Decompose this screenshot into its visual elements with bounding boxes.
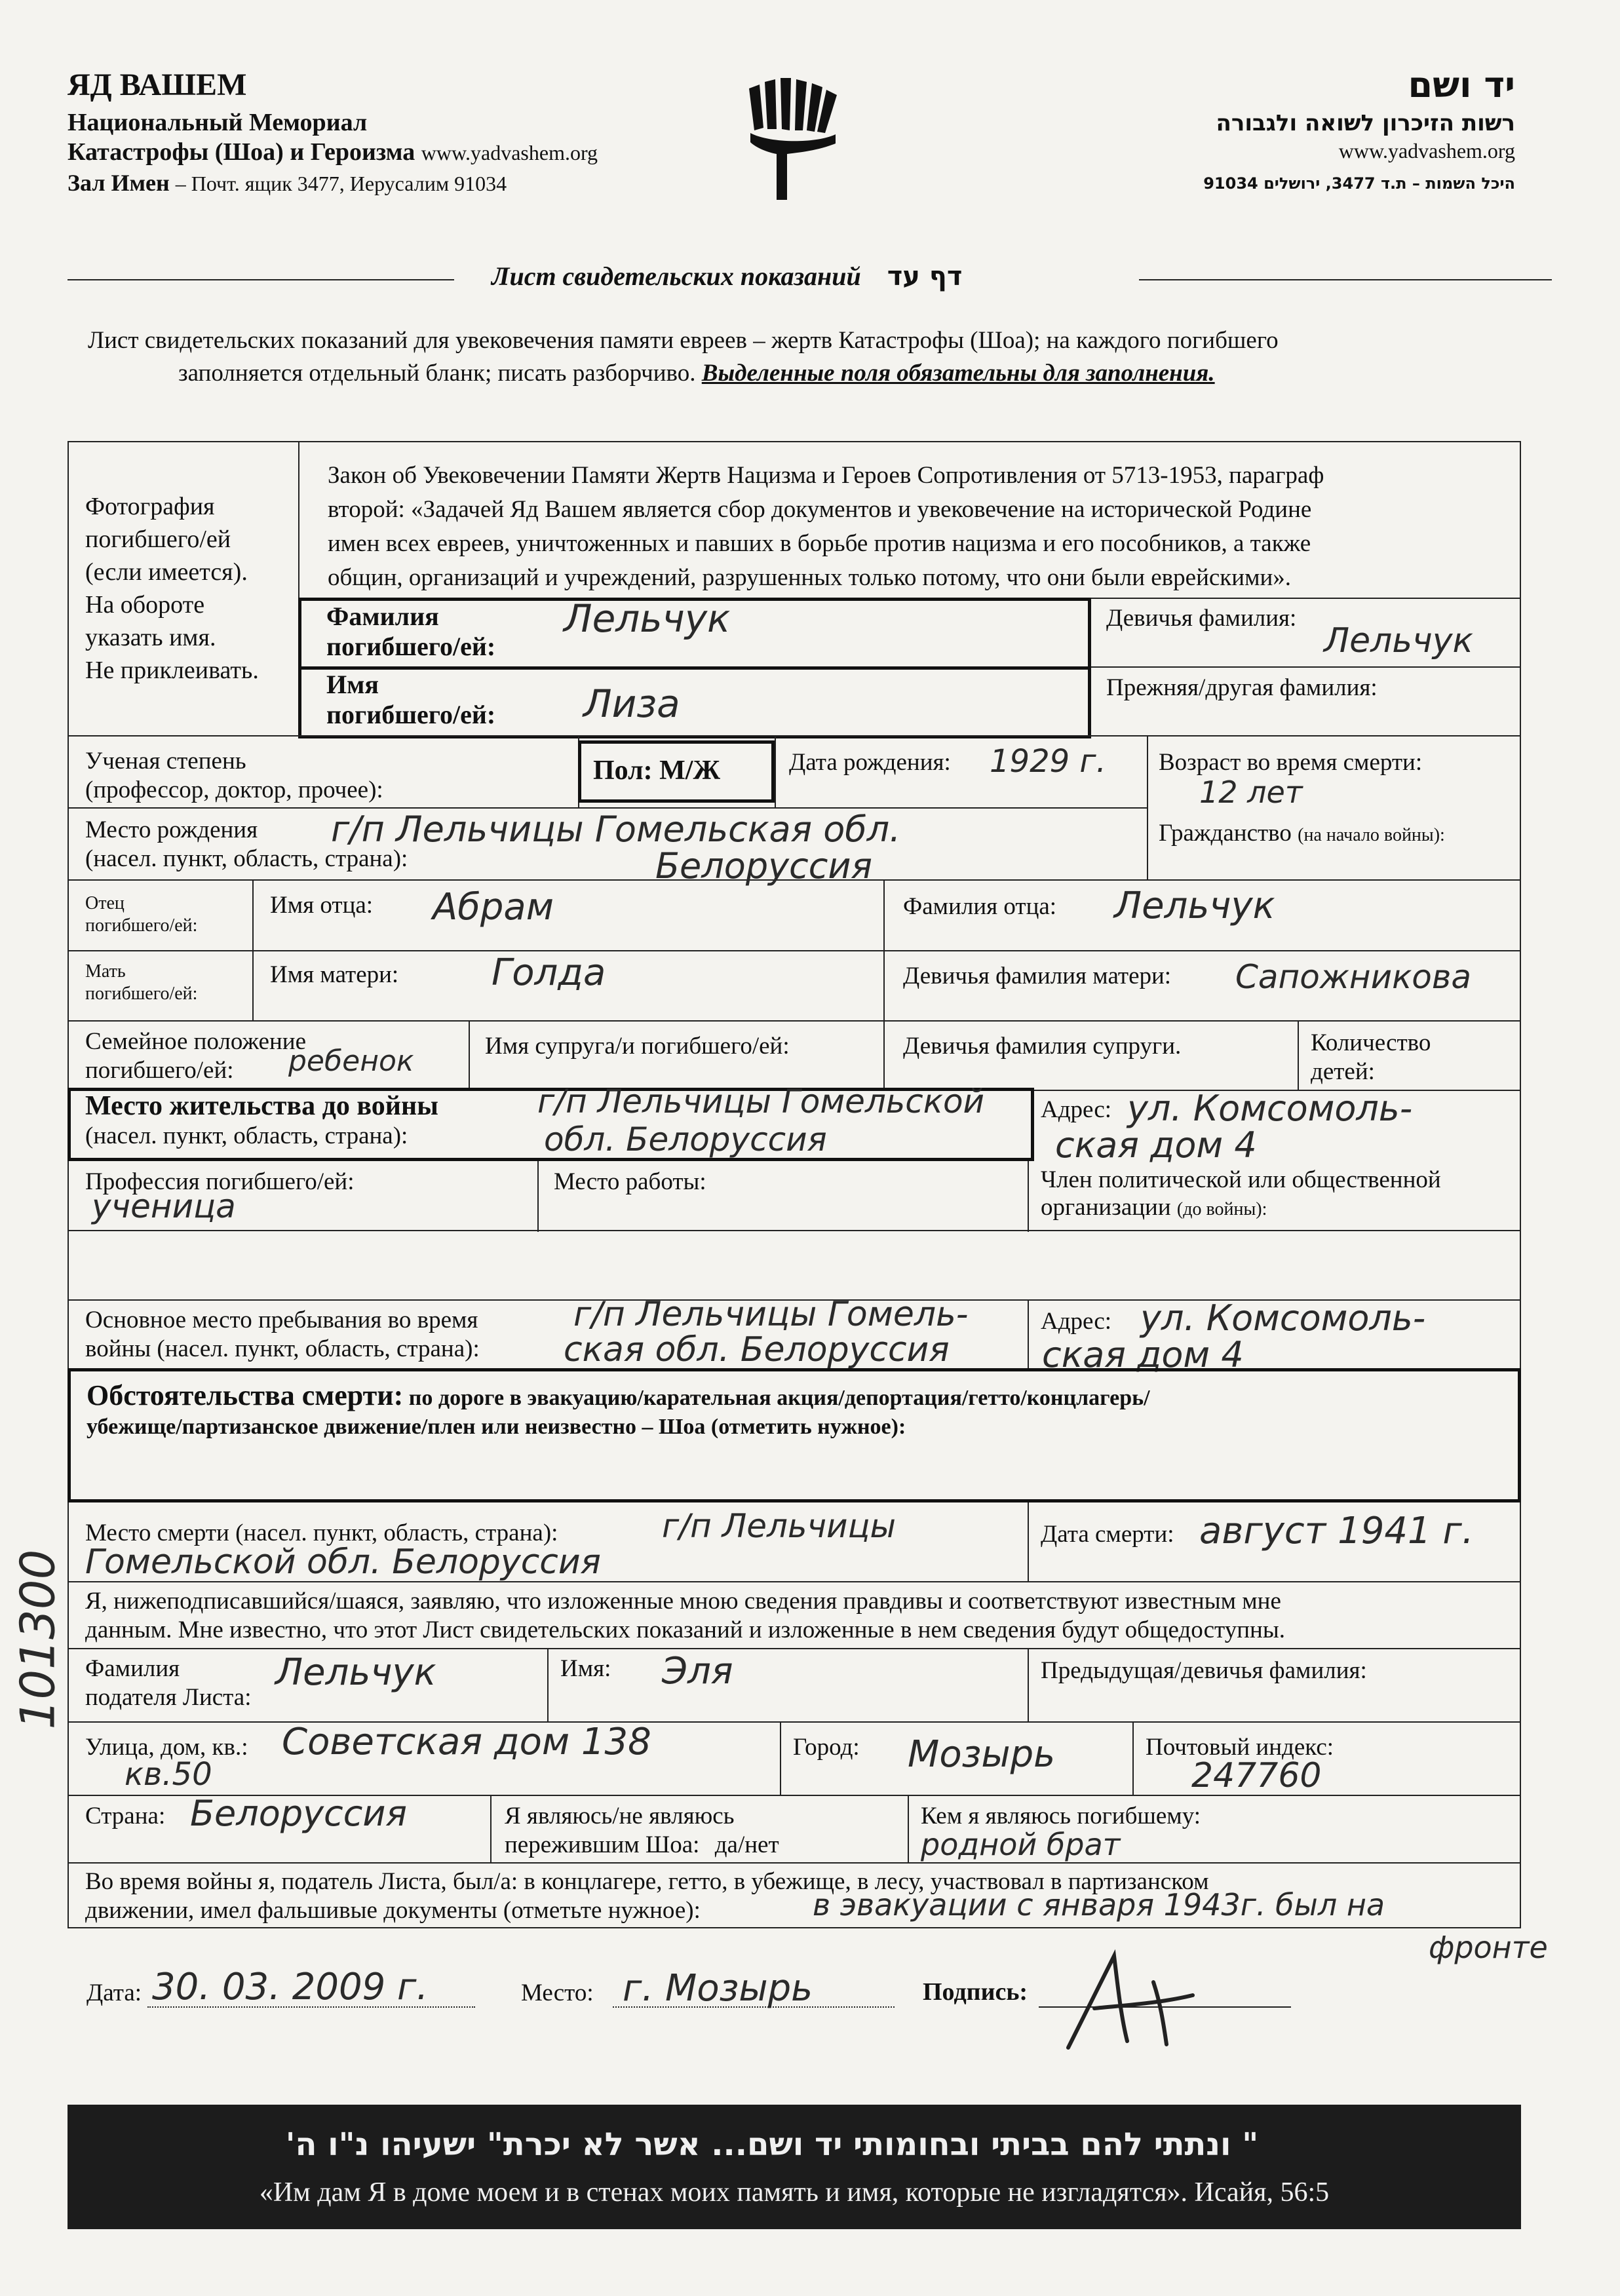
org-line3-bold: Зал Имен [68,170,170,196]
children-label [1311,1029,1431,1086]
death-circ-text1: по дороге в эвакуацию/карательная акция/депортация/гетто/концлагерь/ [408,1386,1150,1410]
death-date-value[interactable]: август 1941 г. [1199,1510,1474,1552]
death-place-value-1[interactable]: г/п Лельчицы [662,1507,897,1545]
intro-line2-bold: Выделенные поля обязательны для заполнения. [701,360,1215,387]
citizenship-note: (на начало войны): [1298,825,1445,845]
org-line2-text: Катастрофы (Шоа) и Героизма [68,138,415,166]
country-divider [490,1795,492,1864]
law-text [328,459,1324,595]
declaration-2: данным. Мне известно, что этот Лист свидетельских показаний и изложенные в нем сведения будут общедоступны. [85,1617,1285,1643]
street-value-2[interactable]: кв.50 [125,1756,212,1793]
law-line-3: общин, организаций и учреждений, разрушенных только потому, что они были еврейскими». [328,564,1292,591]
photo-line-3: На обороте [85,591,205,619]
birth-value[interactable]: 1929 г. [990,743,1106,780]
name-label-2: погибшего/ей: [326,700,496,729]
org-url-left: www.yadvashem.org [421,141,598,164]
death-place-value-2[interactable]: Гомельской обл. Белоруссия [85,1542,601,1582]
form-title-ru: Лист свидетельских показаний [492,261,861,291]
mother-name-value[interactable]: Голда [492,951,606,994]
degree-label-2: (профессор, доктор, прочее): [85,776,383,803]
war-place-value-1[interactable]: г/п Лельчицы Гомель- [573,1295,969,1334]
gender-label[interactable]: Пол: М/Ж [593,756,721,786]
sub-surname-label-1: Фамилия [85,1655,180,1682]
citizenship-label-text: Гражданство [1159,820,1292,847]
surname-label-2: погибшего/ей: [326,632,496,661]
birthplace-label-2: (насел. пункт, область, страна): [85,845,408,872]
father-name-label: Имя отца: [270,892,374,919]
age-divider [1147,735,1148,879]
place-value[interactable]: г. Мозырь [623,1967,813,2010]
law-line-1: второй: «Задачей Яд Вашем является сбор документов и увековечение на исторической Родине [328,496,1312,523]
maiden-value[interactable]: Лельчук [1324,621,1473,660]
birthplace-label-1: Место рождения [85,816,258,843]
member-label-2-wrap [1041,1194,1441,1223]
war-place-divider [1028,1299,1029,1368]
residence-label-2: (насел. пункт, область, страна): [85,1122,408,1149]
residence-value-2[interactable]: обл. Белоруссия [544,1120,827,1158]
row-mother-bottom [68,1020,1521,1022]
spouse-divider [883,1020,885,1091]
row-maiden-bottom [1091,666,1521,668]
workplace-label: Место работы: [554,1168,706,1195]
war-address-label: Адрес: [1041,1308,1112,1335]
street-value-1[interactable]: Советская дом 138 [282,1721,651,1763]
war-place-label-1: Основное место пребывания во время [85,1307,478,1333]
residence-value-1[interactable]: г/п Лельчицы Гомельской [537,1082,985,1120]
residence-label-1: Место жительства до войны [85,1091,438,1121]
wartime-label-2: движении, имел фальшивые документы (отметьте нужное): [85,1897,701,1924]
zip-value[interactable]: 247760 [1191,1756,1322,1795]
spouse-maiden-label: Девичья фамилия супруги. [903,1033,1182,1060]
sub-surname-divider [547,1648,549,1721]
survivor-label-2-wrap [505,1831,779,1860]
intro-line2-plain: заполняется отдельный бланк; писать разборчиво. [178,360,696,387]
workplace-divider [1028,1161,1029,1232]
city-value[interactable]: Мозырь [908,1733,1056,1776]
war-place-label-2: войны (насел. пункт, область, страна): [85,1335,480,1362]
sub-name-label: Имя: [560,1655,611,1682]
mother-name-label: Имя матери: [270,961,399,988]
org-line3-rest: – Почт. ящик 3477, Иерусалим 91034 [175,172,507,195]
father-surname-value[interactable]: Лельчук [1114,885,1275,927]
degree-label-1: Ученая степень [85,748,246,775]
father-label [85,892,197,937]
death-place-label: Место смерти (насел. пункт, область, страна): [85,1520,558,1546]
member-label [1041,1166,1441,1223]
org-url-right: www.yadvashem.org [1338,139,1515,163]
family-label-1: Семейное положение [85,1028,306,1055]
photo-line-5: Не приклеивать. [85,657,259,684]
father-label-1: Отец [85,893,125,913]
place-label: Место: [521,1980,594,2006]
citizenship-label [1159,819,1445,847]
city-label: Город: [793,1734,860,1761]
mother-label [85,961,197,1005]
org-line3-he: היכל השמות – ת.ד 3477, ירושלים 91034 [1203,174,1515,193]
mother-maiden-value[interactable]: Сапожникова [1235,958,1471,996]
row-law-bottom [1091,598,1521,599]
wartime-label-1: Во время войны я, податель Листа, был/а: в концлагере, гетто, в убежище, в лесу, участвовал в партизанском [85,1868,1209,1895]
intro-line1: Лист свидетельских показаний для увековечения памяти евреев – жертв Катастрофы (Шоа); на каждого погибшего [88,327,1279,354]
form-title [492,261,962,292]
surname-label [326,602,495,662]
sub-surname-label-2: подателя Листа: [85,1684,252,1711]
sub-surname-label [85,1655,252,1712]
age-value[interactable]: 12 лет [1199,775,1303,810]
mother-label-1: Мать [85,961,126,982]
wartime-value-2[interactable]: фронте [1429,1930,1548,1965]
children-label-2: детей: [1311,1058,1375,1085]
sub-prev-label: Предыдущая/девичья фамилия: [1041,1657,1367,1684]
date-underline [147,2006,475,2008]
member-label-1: Член политической или общественной [1041,1166,1441,1193]
maiden-label: Девичья фамилия: [1106,605,1297,632]
title-rule-left [68,279,454,280]
surname-value[interactable]: Лельчук [564,596,731,641]
age-label: Возраст во время смерти: [1159,749,1423,776]
death-circ-text2: убежище/партизанское движение/плен или неизвестно – Шоа (отметить нужное): [87,1415,906,1439]
org-title-he: יד ושם [1408,64,1515,105]
row-declaration-bottom [68,1648,1521,1649]
sub-name-divider [1028,1648,1029,1721]
children-label-1: Количество [1311,1029,1431,1056]
father-surname-label: Фамилия отца: [903,893,1057,920]
form-title-he: דף עד [887,261,963,292]
yad-vashem-logo [744,75,842,203]
death-circ-label: Обстоятельства смерти: [87,1379,404,1411]
family-divider [469,1020,470,1091]
declaration-1: Я, нижеподписавшийся/шаяся, заявляю, что изложенные мною сведения правдивы и соответствуют известным мне [85,1588,1281,1615]
law-line-0: Закон об Увековечении Памяти Жертв Нацизма и Героев Сопротивления от 5713-1953, параграф [328,462,1324,489]
mother-maiden-label: Девичья фамилия матери: [903,963,1172,989]
war-place-value-2[interactable]: ская обл. Белоруссия [564,1330,950,1369]
death-date-divider [1028,1502,1029,1581]
sub-surname-value[interactable]: Лельчук [275,1651,436,1694]
country-value[interactable]: Белоруссия [190,1793,408,1834]
photo-line-0: Фотография [85,493,215,520]
row-country-bottom [68,1862,1521,1864]
profession-divider [537,1161,539,1232]
family-label-2: погибшего/ей: [85,1057,234,1084]
profession-label: Профессия погибшего/ей: [85,1168,355,1195]
death-date-label: Дата смерти: [1041,1521,1174,1548]
photo-box-text [85,490,259,687]
photo-line-1: погибшего/ей [85,526,231,553]
org-line1-ru: Национальный Мемориал [68,109,368,136]
law-line-2: имен всех евреев, уничтоженных и павших в борьбе против нацизма и его пособников, а также [328,530,1311,557]
birth-divider [775,735,776,807]
margin-number: 101300 [10,1549,66,1730]
family-value[interactable]: ребенок [288,1044,414,1078]
member-label-2: организации [1041,1194,1171,1221]
residence-label [85,1090,438,1151]
signature-label: Подпись: [923,1978,1028,2006]
profession-value[interactable]: ученица [92,1187,236,1225]
banner-hebrew: " ונתתי להם בביתי ובחומותי יד ושם... אשר לא יכרת" ישעיהו נ"ו ה' [285,2126,1259,2163]
row-photo-bottom [68,735,1521,737]
survivor-label-2: пережившим Шоа: [505,1831,700,1858]
org-line2-ru [68,138,598,166]
banner-russian: «Им дам Я в доме моем и в стенах моих память и имя, которые не изгладятся». Исайя, 56:5 [259,2177,1330,2208]
survivor-divider [908,1795,909,1864]
street-label: Улица, дом, кв.: [85,1734,248,1761]
birthplace-value-2[interactable]: Белоруссия [655,845,873,887]
zip-label: Почтовый индекс: [1146,1734,1334,1761]
quote-banner [68,2105,1521,2229]
address-value-1[interactable]: ул. Комсомоль- [1127,1088,1413,1129]
org-line3-ru [68,169,507,197]
member-note: (до войны): [1176,1199,1267,1219]
wartime-value[interactable]: в эвакуации с января 1943г. был на [813,1887,1385,1923]
sub-name-value[interactable]: Эля [662,1650,733,1693]
date-label: Дата: [87,1980,142,2006]
org-line1-he: רשות הזיכרון לשואה ולגבורה [1216,110,1515,136]
relation-value[interactable]: родной брат [921,1827,1121,1862]
row-father-bottom [68,950,1521,951]
degree-label [85,747,383,805]
war-address-value-1[interactable]: ул. Комсомоль- [1140,1297,1426,1339]
photo-line-4: указать имя. [85,624,216,651]
signature-mark [1055,1943,1212,2057]
war-place-label [85,1306,480,1364]
other-surname-label: Прежняя/другая фамилия: [1106,674,1378,701]
surname-label-1: Фамилия [326,602,439,631]
death-circ-line1 [87,1381,1150,1413]
mother-label-2: погибшего/ей: [85,984,198,1004]
survivor-label [505,1802,779,1860]
family-label [85,1027,306,1085]
date-value[interactable]: 30. 03. 2009 г. [152,1966,429,2008]
survivor-options[interactable]: да/нет [714,1831,779,1858]
country-label: Страна: [85,1803,166,1829]
intro-line2 [178,359,1215,387]
spouse-label: Имя супруга/и погибшего/ей: [485,1033,790,1060]
father-name-value[interactable]: Абрам [433,886,554,928]
name-label [326,670,495,730]
name-value[interactable]: Лиза [583,681,680,726]
birthplace-value-1[interactable]: г/п Лельчицы Гомельская обл. [331,809,901,850]
death-circ-text [87,1381,1150,1442]
relation-label: Кем я являюсь погибшему: [921,1803,1201,1829]
row-profession-bottom [68,1230,1521,1231]
street-divider [780,1721,781,1795]
address-value-2[interactable]: ская дом 4 [1055,1124,1257,1166]
place-underline [613,2006,895,2008]
org-title-ru: ЯД ВАШЕМ [68,67,247,102]
photo-line-2: (если имеется). [85,558,248,586]
war-address-value-2[interactable]: ская дом 4 [1042,1334,1244,1375]
city-divider [1132,1721,1134,1795]
address-label: Адрес: [1041,1096,1112,1123]
survivor-label-1: Я являюсь/не являюсь [505,1803,735,1829]
name-label-1: Имя [326,670,379,699]
title-rule-right [1139,279,1552,280]
children-divider [1298,1020,1299,1091]
father-label-2: погибшего/ей: [85,915,198,936]
declaration [85,1587,1285,1645]
birth-label: Дата рождения: [789,749,951,776]
